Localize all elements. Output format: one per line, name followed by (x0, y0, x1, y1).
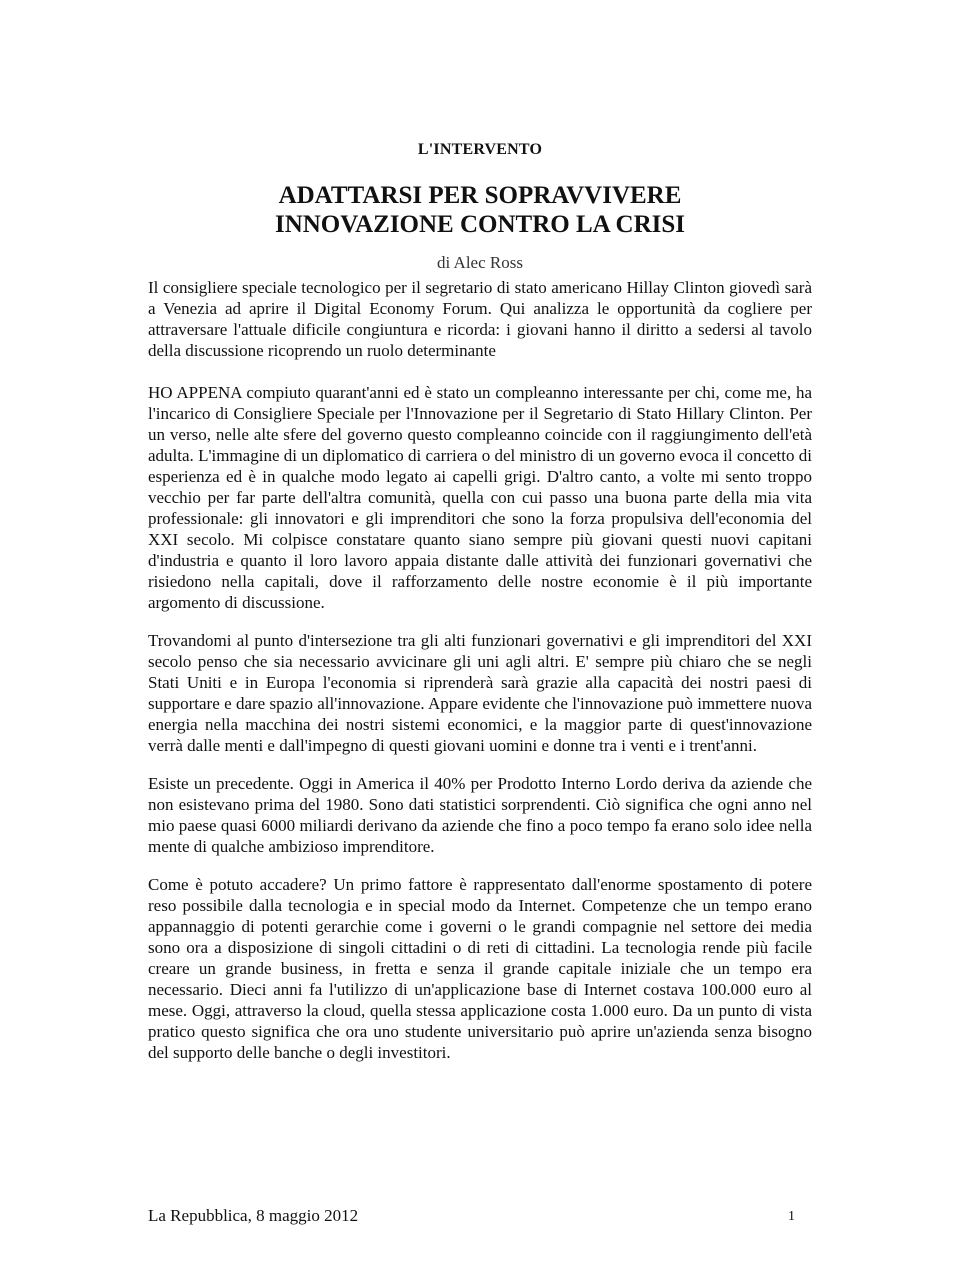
headline (0, 181, 960, 239)
footer-source: La Repubblica, 8 maggio 2012 (148, 1206, 359, 1225)
body-paragraph-2: Trovandomi al punto d'intersezione tra gli alti funzionari governativi e gli imprenditori del XXI secolo penso che sia necessario avvicinare gli uni agli altri. E' sempre più chiaro che se negli Stati Uniti e in Europa l'economia si riprenderà sarà grazie alla capacità dei nostri paesi di supportare e dare spazio all'innovazione. Appare evidente che l'innovazione può immettere nuova energia nella macchina dei nostri sistemi economici, e la maggior parte di quest'innovazione verrà dalle menti e dall'impegno di questi giovani uomini e donne tra i venti e i trent'anni. (148, 631, 812, 755)
byline: di Alec Ross (437, 253, 523, 272)
page-number: 1 (788, 1209, 795, 1224)
lead-paragraph: Il consigliere speciale tecnologico per il segretario di stato americano Hillay Clinton giovedì sarà a Venezia ad aprire il Digital Economy Forum. Qui analizza le opportunità da cogliere per attraversare l'attuale dificile congiuntura e ricorda: i giovani hanno il diritto a sedersi al tavolo della discussione ricoprendo un ruolo determinante (148, 278, 812, 360)
section-label: L'INTERVENTO (417, 141, 543, 158)
headline-line-1: ADATTARSI PER SOPRAVVIVERE (278, 182, 682, 209)
headline-line-2: INNOVAZIONE CONTRO LA CRISI (274, 211, 686, 238)
article-body (148, 277, 812, 1080)
body-paragraph-1: HO APPENA compiuto quarant'anni ed è stato un compleanno interessante per chi, come me, ha l'incarico di Consigliere Speciale per l'Innovazione per il Segretario di Stato Hillary Clinton. Per un verso, nelle alte sfere del governo questo compleanno coincide con il raggiungimento dell'età adulta. L'immagine di un diplomatico di carriera o del ministro di un governo evoca il concetto di esperienza ed è in qualche modo legato ai capelli grigi. D'altro canto, a volte mi sento troppo vecchio per far parte dell'altra comunità, quella con cui passo una buona parte della mia vita professionale: gli innovatori e gli imprenditori che sono la forza propulsiva dell'economia del XXI secolo. Mi colpisce constatare quanto siano sempre più giovani questi nuovi capitani d'industria e quanto il loro lavoro appaia distante dalle attività dei funzionari governativi che risiedono nella capitali, dove il rafforzamento delle nostre economie è il più importante argomento di discussione. (148, 383, 812, 612)
body-paragraph-4: Come è potuto accadere? Un primo fattore è rappresentato dall'enorme spostamento di potere reso possibile dalla tecnologia e in special modo da Internet. Competenze che un tempo erano appannaggio di potenti gerarchie come i governi o le grandi compagnie nel settore dei media sono ora a disposizione di singoli cittadini o di reti di cittadini. La tecnologia rende più facile creare un grande business, in fretta e senza il grande capitale iniziale che un tempo era necessario. Dieci anni fa l'utilizzo di un'applicazione base di Internet costava 100.000 euro al mese. Oggi, attraverso la cloud, quella stessa applicazione costa 1.000 euro. Da un punto di vista pratico questo significa che ora uno studente universitario può aprire un'azienda senza bisogno del supporto delle banche o degli investitori. (148, 875, 812, 1062)
body-paragraph-3: Esiste un precedente. Oggi in America il 40% per Prodotto Interno Lordo deriva da aziende che non esistevano prima del 1980. Sono dati statistici sorprendenti. Ciò significa che ogni anno nel mio paese quasi 6000 miliardi derivano da aziende che fino a poco tempo fa erano solo idee nella mente di qualche ambizioso imprenditore. (148, 774, 812, 856)
